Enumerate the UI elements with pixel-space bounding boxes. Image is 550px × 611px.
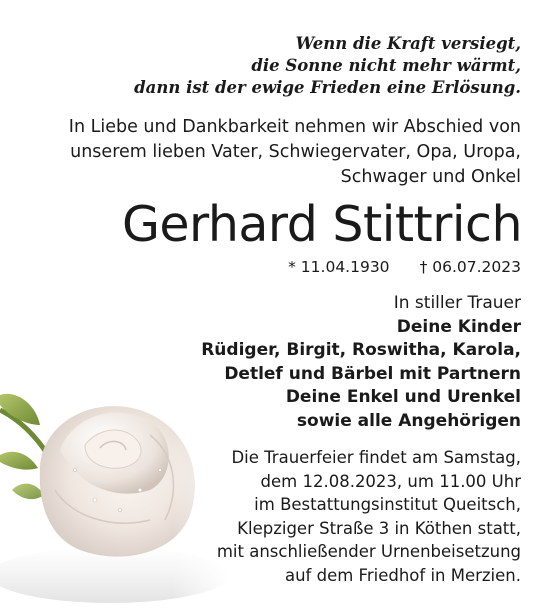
mourners-line: Deine Enkel und Urenkel [285,387,521,407]
funeral-line: Die Trauerfeier findet am Samstag, [231,448,521,467]
mourners-block [121,292,521,433]
intro-line: unserem lieben Vater, Schwiegervater, Opa, Uropa, [70,142,521,162]
farewell-intro [31,115,521,190]
birth-date: * 11.04.1930 [288,258,390,276]
poem-line: die Sonne nicht mehr wärmt, [251,56,521,75]
mourners-line: sowie alle Angehörigen [296,410,521,431]
poem-line: Wenn die Kraft versiegt, [295,34,521,53]
mourners-intro: In stiller Trauer [393,293,521,313]
funeral-line: im Bestattungsinstitut Queitsch, [254,495,521,515]
poem-verse [41,33,521,99]
mourners-line: Detlef und Bärbel mit Partnern [224,363,521,384]
poem-line: dann ist der ewige Frieden eine Erlösung. [134,78,521,97]
intro-line: Schwager und Onkel [340,167,521,187]
mourners-line: Deine Kinder [396,316,521,337]
intro-line: In Liebe und Dankbarkeit nehmen wir Abschied von [68,117,521,137]
deceased-name: Gerhard Stittrich [121,196,522,253]
death-date: † 06.07.2023 [419,258,521,276]
funeral-line: dem 12.08.2023, um 11.00 Uhr [260,471,521,491]
funeral-line: auf dem Friedhof in Merzien. [284,565,521,585]
life-dates [121,256,521,278]
mourners-line: Rüdiger, Birgit, Roswitha, Karola, [201,340,521,360]
funeral-line: Klepziger Straße 3 in Köthen statt, [237,518,521,538]
funeral-info [141,446,521,588]
funeral-line: mit anschließender Urnenbeisetzung [216,542,521,562]
